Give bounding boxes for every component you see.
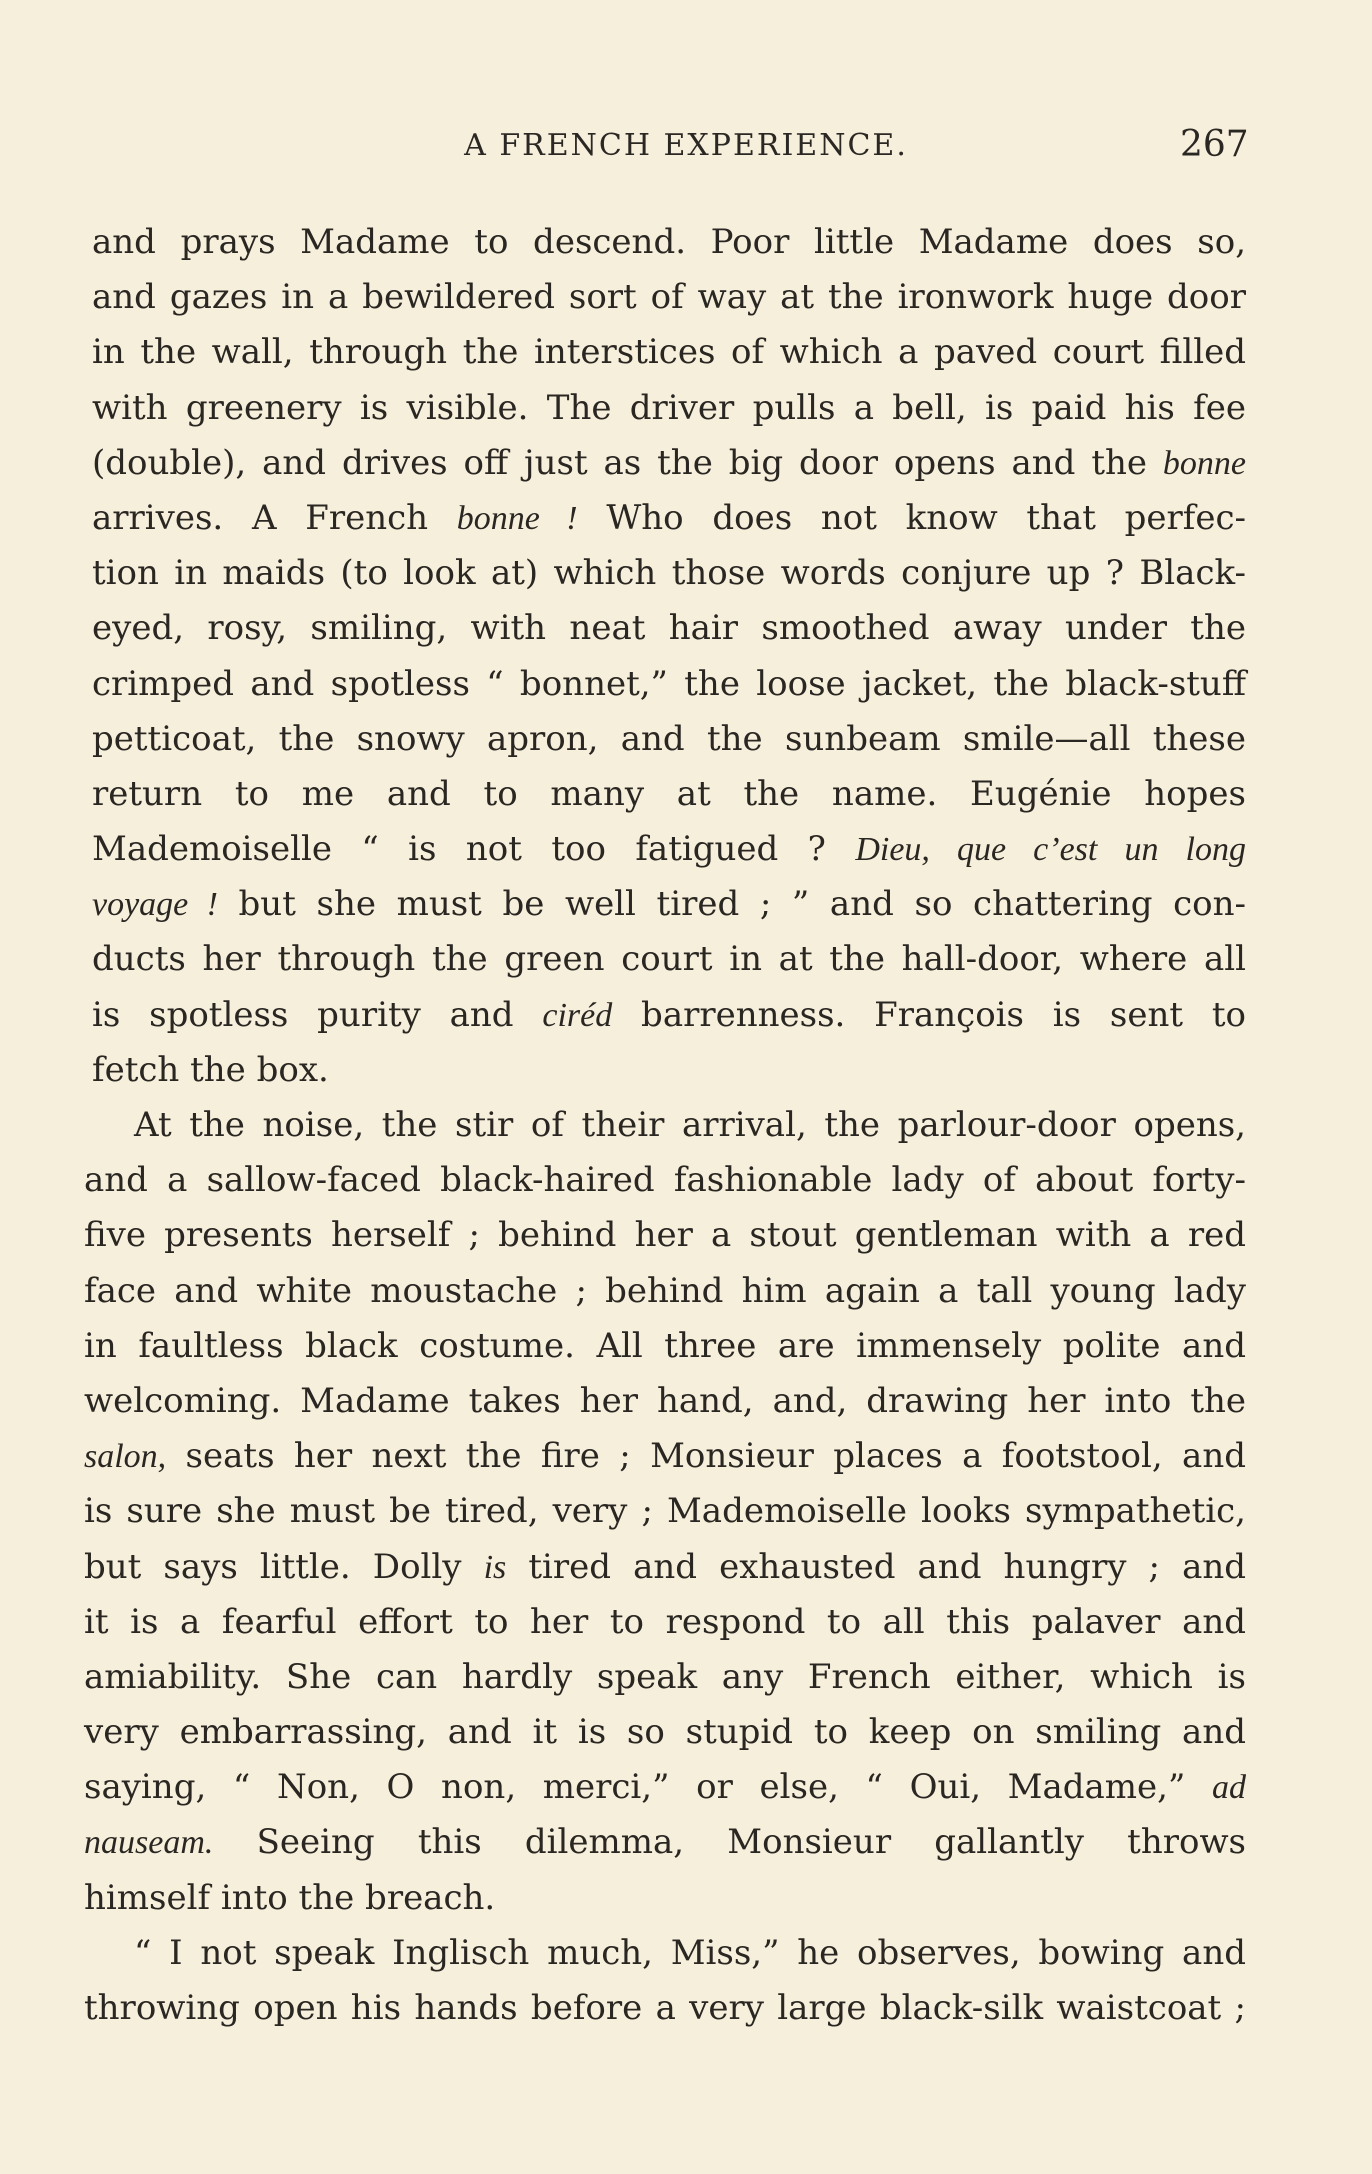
text-line: voyage ! but she must be well tired ; ” and so chattering con-: [92, 884, 1246, 925]
text-line: tion in maids (to look at) which those words conjure up ? Black-: [92, 553, 1246, 594]
text-line: return to me and to many at the name. Eugénie hopes: [92, 773, 1246, 814]
text-line: face and white moustache ; behind him again a tall young lady: [84, 1270, 1246, 1311]
text-line: in faultless black costume. All three are immensely polite and: [84, 1325, 1246, 1366]
text-line: but says little. Dolly is tired and exhausted and hungry ; and: [84, 1546, 1247, 1587]
text-line: is spotless purity and ciréd barrenness. François is sent to: [92, 994, 1246, 1035]
text-line: very embarrassing, and it is so stupid to keep on smiling and: [84, 1712, 1246, 1753]
italic-text: bonne: [1162, 444, 1246, 482]
text-line: five presents herself ; behind her a stout gentleman with a red: [84, 1215, 1246, 1256]
text-line: with greenery is visible. The driver pulls a bell, is paid his fee: [92, 387, 1246, 428]
text-line: it is a fearful effort to her to respond to all this palaver and: [84, 1601, 1246, 1642]
text-line: At the noise, the stir of their arrival, the parlour-door opens,: [134, 1105, 1246, 1145]
text-line: saying, “ Non, O non, merci,” or else, “ Oui, Madame,” ad: [84, 1767, 1246, 1808]
text-line: and prays Madame to descend. Poor little Madame does so,: [92, 222, 1246, 262]
italic-text: salon,: [84, 1438, 167, 1476]
italic-text: Dieu, que c’est un long: [855, 831, 1246, 869]
text-line: throwing open his hands before a very large black-silk waistcoat ;: [84, 1988, 1246, 2028]
italic-text: nauseam.: [84, 1824, 214, 1862]
running-header: A FRENCH EXPERIENCE.: [464, 128, 908, 163]
text-line: salon, seats her next the fire ; Monsieur places a footstool, and: [84, 1436, 1246, 1477]
text-line: welcoming. Madame takes her hand, and, drawing her into the: [84, 1380, 1246, 1421]
italic-text: ad: [1212, 1769, 1246, 1807]
text-line: ducts her through the green court in at the hall-door, where all: [92, 939, 1246, 980]
italic-text: bonne !: [456, 499, 578, 537]
text-line: amiability. She can hardly speak any French either, which is: [84, 1656, 1246, 1697]
text-line: eyed, rosy, smiling, with neat hair smoothed away under the: [92, 608, 1246, 649]
text-line: Mademoiselle “ is not too fatigued ? Dieu, que c’est un long: [92, 829, 1246, 870]
text-line: and a sallow-faced black-haired fashionable lady of about forty-: [84, 1160, 1246, 1201]
text-line: arrives. A French bonne ! Who does not know that perfec-: [92, 497, 1247, 538]
text-line: is sure she must be tired, very ; Mademoiselle looks sympathetic,: [84, 1491, 1246, 1532]
text-line: fetch the box.: [92, 1049, 329, 1090]
italic-text: is: [483, 1548, 507, 1586]
body-text: [84, 215, 1247, 2036]
text-line: “ I not speak Inglisch much, Miss,” he observes, bowing and: [134, 1932, 1246, 1973]
page-number: 267: [1180, 124, 1249, 165]
italic-text: voyage !: [92, 886, 218, 924]
italic-text: ciréd: [542, 996, 613, 1034]
text-line: himself into the breach.: [84, 1877, 496, 1918]
text-line: (double), and drives off just as the big door opens and the bonne: [92, 442, 1246, 483]
text-line: and gazes in a bewildered sort of way at the ironwork huge door: [92, 277, 1246, 318]
text-line: in the wall, through the interstices of which a paved court filled: [92, 332, 1246, 373]
text-line: nauseam. Seeing this dilemma, Monsieur gallantly throws: [84, 1822, 1246, 1863]
text-line: crimped and spotless “ bonnet,” the loose jacket, the black-stuff: [92, 663, 1246, 704]
text-line: petticoat, the snowy apron, and the sunbeam smile—all these: [92, 718, 1246, 759]
